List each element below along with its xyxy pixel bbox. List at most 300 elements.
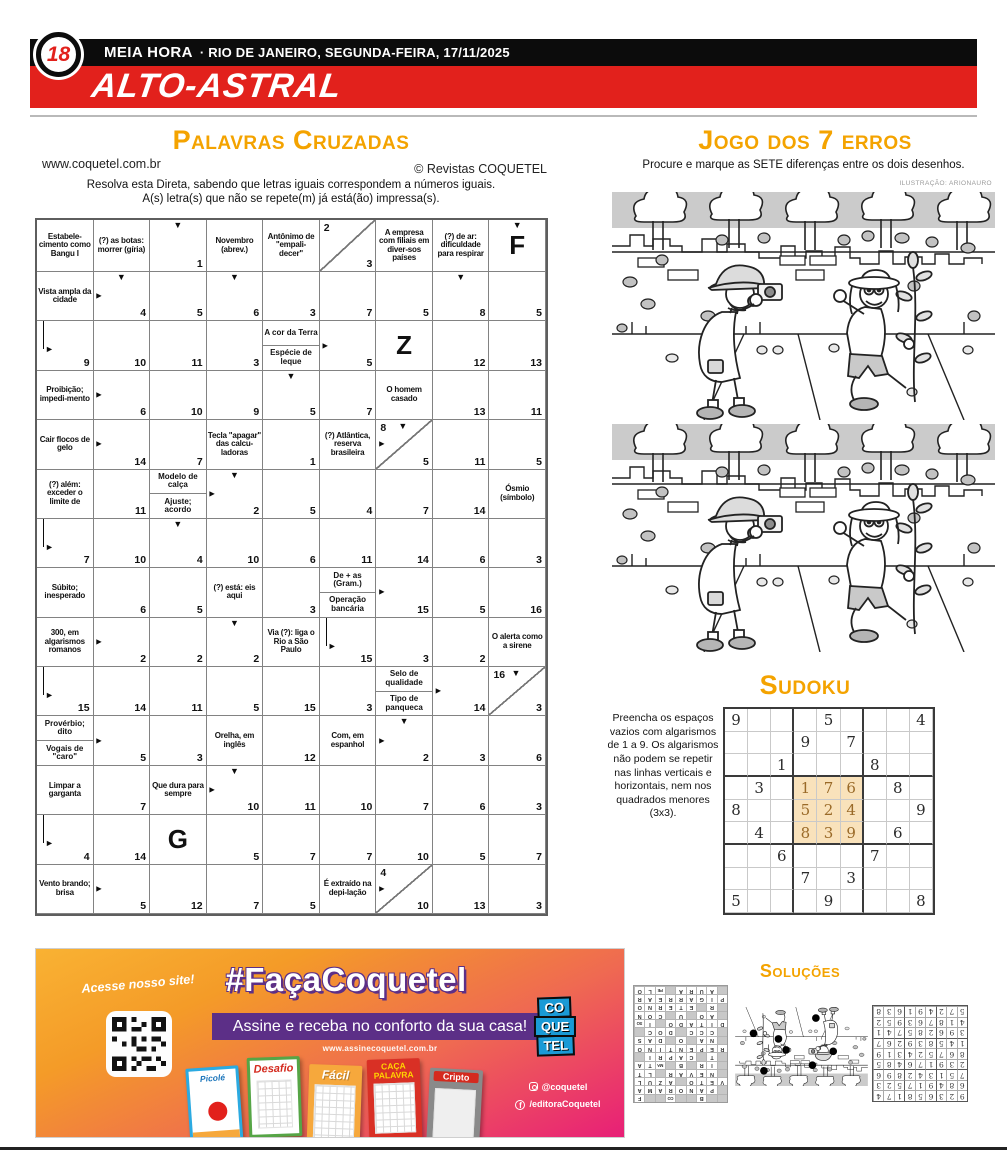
sudoku-solution-cell: 8 (925, 1038, 935, 1049)
crossword-cell: 2 ► ▼ (207, 470, 264, 519)
crossword-cell: 1 ▼ (150, 220, 207, 272)
ad-social-handles (498, 1079, 618, 1113)
crossword-solution-cell: N (644, 1044, 654, 1052)
sudoku-cell (725, 845, 748, 868)
sudoku-cell: 5 (817, 709, 840, 732)
crossword-solution-cell: C (686, 1052, 696, 1060)
bottom-rule (0, 1147, 1007, 1150)
sudoku-cell (864, 777, 887, 800)
sudoku-cell: 2 (817, 800, 840, 823)
crossword-cell: 1 (263, 420, 320, 469)
crossword-cell: 4 ▼ (150, 519, 207, 568)
crossword-cell: Orelha, em inglês (207, 716, 264, 765)
crossword-cell: Vento brando; brisa (37, 865, 94, 914)
crossword-cell: 5 ▼ (263, 371, 320, 420)
crossword-instructions-line2: A(s) letra(s) que não se repete(m) já está(ão) impressa(s). (142, 192, 440, 205)
page-number-badge (36, 32, 81, 77)
sudoku-cell (725, 732, 748, 755)
crossword-cell: O alerta como a sirene (489, 618, 546, 667)
sudoku-cell (771, 890, 794, 913)
sudoku-cell: 6 (841, 777, 864, 800)
crossword-cell: Ósmio (símbolo) (489, 470, 546, 519)
crossword-cell: 11 (433, 420, 490, 469)
qr-code-icon (112, 1017, 166, 1071)
crossword-solution-cell (665, 1036, 675, 1044)
crossword-solution-cell: A (634, 1061, 644, 1069)
sudoku-solution-cell: 2 (894, 1038, 904, 1049)
sudoku-solution-cell: 8 (936, 1017, 946, 1028)
crossword-cell: (?) Atlântica, reserva brasileira (320, 420, 377, 469)
crossword-solution-cell: T (675, 1003, 685, 1011)
crossword-copyright: © Revistas COQUETEL (414, 162, 547, 176)
crossword-cell: 12 (263, 716, 320, 765)
crossword-solution-cell: B (675, 1061, 685, 1069)
elbow-arrow-icon (43, 321, 55, 349)
sudoku-cell (841, 754, 864, 777)
sudoku-cell (725, 754, 748, 777)
crossword-cell: 4 ▼ ► (94, 272, 151, 321)
sudoku-solution-cell: 9 (936, 1059, 946, 1070)
sudoku-cell: 9 (794, 732, 817, 755)
sudoku-cell (910, 822, 933, 845)
sudoku-solution-cell: 1 (883, 1048, 893, 1059)
sudoku-solution-cell: 3 (873, 1080, 883, 1091)
sudoku-solution-cell: 5 (946, 1069, 956, 1080)
sudoku-cell (725, 777, 748, 800)
sudoku-cell (841, 890, 864, 913)
sudoku-solution-cell: 9 (894, 1017, 904, 1028)
header-divider (30, 115, 977, 117)
sudoku-cell (725, 868, 748, 891)
sudoku-cell (771, 868, 794, 891)
right-arrow-icon: ► (207, 784, 217, 795)
section-title: ALTO-ASTRAL (89, 67, 345, 105)
crossword-solution-cell (706, 1094, 716, 1102)
crossword-solution-cell: C (706, 1027, 716, 1035)
sudoku-solution-cell: 4 (957, 1017, 967, 1028)
crossword-solution-cell: U (696, 986, 706, 994)
crossword-solution-cell (655, 1094, 665, 1102)
crossword-cell: 10 ► ▼ (207, 766, 264, 815)
seven-errors-scene (612, 424, 995, 652)
crossword-solution-cell: E (696, 1069, 706, 1077)
crossword-cell: 14 (94, 667, 151, 716)
sudoku-solution-cell: 7 (904, 1080, 914, 1091)
crossword-solution-cell (665, 1011, 675, 1019)
crossword-cell: 5 (489, 420, 546, 469)
crossword-cell: 16 (489, 568, 546, 617)
crossword-solution-cell: O (686, 1077, 696, 1085)
sudoku-cell: 8 (794, 822, 817, 845)
crossword-solution-cell: A (675, 1052, 685, 1060)
crossword-cell: 5 (376, 272, 433, 321)
crossword-cell: Estabele-cimento como Bangu I (37, 220, 94, 272)
right-arrow-icon: ► (377, 586, 387, 597)
sudoku-cell (771, 777, 794, 800)
sudoku-solution-cell: 7 (873, 1038, 883, 1049)
sudoku-cell: 1 (794, 777, 817, 800)
crossword-cell: 2 (150, 618, 207, 667)
crossword-cell: 8 5 ▼ ► (376, 420, 433, 469)
sudoku-cell: 9 (910, 800, 933, 823)
crossword-solution-cell: T (696, 1019, 706, 1027)
crossword-solution-cell: O (644, 1011, 654, 1019)
crossword-solution-cell: R (665, 994, 675, 1002)
crossword-solution-cell: E (686, 1044, 696, 1052)
crossword-cell: (?) além: exceder o limite de (37, 470, 94, 519)
sudoku-cell: 9 (841, 822, 864, 845)
crossword-cell: Via (?): liga o Rio a São Paulo (263, 618, 320, 667)
sudoku-solution-cell: 5 (904, 1027, 914, 1038)
crossword-solution-cell: O (675, 1085, 685, 1093)
sudoku-solution-cell: 5 (925, 1048, 935, 1059)
crossword-solution-cell: R (675, 994, 685, 1002)
sudoku-cell: 4 (841, 800, 864, 823)
down-arrow-icon: ▼ (286, 370, 296, 381)
elbow-arrow-icon (43, 519, 55, 547)
crossword-cell: 10 (94, 519, 151, 568)
sudoku-solution-cell: 7 (915, 1059, 925, 1070)
crossword-solution-cell (717, 1085, 727, 1093)
right-arrow-icon: ► (94, 290, 104, 301)
sudoku-cell: 4 (910, 709, 933, 732)
right-arrow-icon: ► (94, 636, 104, 647)
sudoku-cell: 6 (771, 845, 794, 868)
crossword-solution-cell: O (655, 1027, 665, 1035)
sudoku-cell: 7 (817, 777, 840, 800)
crossword-cell: 10 (150, 371, 207, 420)
sudoku-solution-cell: 4 (925, 1006, 935, 1017)
crossword-cell: 11 (263, 766, 320, 815)
book-cover-caca-palavra: CAÇA PALAVRA (367, 1058, 423, 1138)
down-arrow-icon: ▼ (229, 272, 239, 282)
sudoku-solution-cell: 3 (915, 1038, 925, 1049)
sudoku-solution-cell: 4 (904, 1048, 914, 1059)
down-arrow-icon: ▼ (512, 220, 522, 230)
sudoku-cell (887, 890, 910, 913)
sudoku-solution-cell: 5 (957, 1006, 967, 1017)
crossword-cell: 15 (263, 667, 320, 716)
down-arrow-icon: ▼ (229, 617, 239, 628)
sudoku-solution-cell: 7 (957, 1069, 967, 1080)
sudoku-solution-cell: 2 (873, 1017, 883, 1028)
crossword-cell: 11 (320, 519, 377, 568)
crossword-solution-cell: E (655, 994, 665, 1002)
crossword-cell: 14 (94, 815, 151, 864)
sudoku-cell (887, 709, 910, 732)
crossword-solution-cell (717, 1061, 727, 1069)
ad-subscribe-bar: Assine e receba no conforto da sua casa! (212, 1013, 548, 1040)
crossword-solution-cell: C (655, 1011, 665, 1019)
crossword-solution-cell: A (675, 1069, 685, 1077)
crossword-cell: Súbito; inesperado (37, 568, 94, 617)
crossword-solution-cell (686, 1036, 696, 1044)
sudoku-solution-cell: 5 (915, 1090, 925, 1101)
sudoku-solution-cell: 8 (946, 1080, 956, 1091)
instagram-icon (529, 1082, 538, 1091)
sudoku-cell: 8 (887, 777, 910, 800)
crossword-cell: 6 ▼ (207, 272, 264, 321)
sudoku-cell (910, 732, 933, 755)
crossword-solution-cell: B (696, 1094, 706, 1102)
crossword-cell: 5 ► (320, 321, 377, 370)
crossword-cell: 4 10 ► (376, 865, 433, 914)
sudoku-cell: 1 (771, 754, 794, 777)
crossword-cell: Z (376, 321, 433, 370)
crossword-cell: 3 (263, 568, 320, 617)
crossword-cell: 14 (376, 519, 433, 568)
sudoku-solution-cell: 6 (915, 1017, 925, 1028)
crossword-solution-cell: D (655, 1036, 665, 1044)
crossword-cell: 5 (207, 815, 264, 864)
sudoku-cell: 8 (725, 800, 748, 823)
crossword-solution-cell: U (644, 1077, 654, 1085)
crossword-cell: 10 (376, 815, 433, 864)
crossword-cell: 7 (263, 815, 320, 864)
crossword-cell: 5 ► (94, 865, 151, 914)
down-arrow-icon: ▼ (229, 469, 239, 480)
crossword-cell: 6 (94, 568, 151, 617)
crossword-solution-cell: V (686, 1069, 696, 1077)
sudoku-cell (771, 800, 794, 823)
crossword-solution-cell: E (706, 1077, 716, 1085)
sudoku-title: Sudoku (759, 670, 851, 700)
crossword-solution-cell: D (675, 1019, 685, 1027)
sudoku-solution-cell: 8 (883, 1059, 893, 1070)
crossword-solution-cell: E (686, 1003, 696, 1011)
sudoku-solution-cell: 2 (946, 1090, 956, 1101)
sudoku-cell (910, 777, 933, 800)
sudoku-cell (887, 800, 910, 823)
crossword-solution-cell: C (686, 1027, 696, 1035)
crossword-solution-cell (686, 1011, 696, 1019)
sudoku-solution-cell: 8 (904, 1090, 914, 1101)
sudoku-solution-cell: 6 (946, 1048, 956, 1059)
sudoku-solution-cell: 9 (915, 1006, 925, 1017)
crossword-cell: Tecla "apagar" das calcu-ladoras (207, 420, 264, 469)
crossword-cell: 12 (150, 865, 207, 914)
sudoku-solution-cell: 4 (894, 1059, 904, 1070)
crossword-solution-cell: A (675, 986, 685, 994)
crossword-cell: F ▼ (489, 220, 546, 272)
crossword-cell: 6 (433, 766, 490, 815)
book-cover-picole: Picolé (185, 1065, 243, 1138)
crossword-solution-cell: I (644, 1052, 654, 1060)
right-arrow-icon: ► (377, 438, 387, 449)
sudoku-solution-cell: 6 (936, 1027, 946, 1038)
sudoku-solution-cell: 1 (894, 1090, 904, 1101)
crossword-cell: De + as (Gram.) Operação bancária (320, 568, 377, 617)
crossword-solution-cell: U (675, 1011, 685, 1019)
crossword-cell: G (150, 815, 207, 864)
crossword-instructions (25, 179, 557, 206)
crossword-cell: 14 ► (94, 420, 151, 469)
sudoku-solution-cell: 1 (946, 1017, 956, 1028)
down-arrow-icon: ▼ (173, 220, 183, 230)
crossword-solution-cell (665, 1061, 675, 1069)
crossword-solution-cell: T (634, 1069, 644, 1077)
sudoku-solution-cell: 2 (915, 1048, 925, 1059)
sudoku-solution-cell: 2 (904, 1069, 914, 1080)
sudoku-cell (864, 890, 887, 913)
sudoku-cell (910, 754, 933, 777)
sudoku-solution-cell: 3 (936, 1090, 946, 1101)
crossword-cell: 6 (433, 519, 490, 568)
crossword-cell: 3 (489, 766, 546, 815)
crossword-solution-cell: A (686, 994, 696, 1002)
book-cover-desafio: Desafio (247, 1056, 303, 1138)
crossword-grid (35, 218, 548, 916)
crossword-cell: 2 (433, 618, 490, 667)
sudoku-cell (817, 868, 840, 891)
sudoku-cell (725, 822, 748, 845)
crossword-cell: 3 (263, 272, 320, 321)
crossword-cell: 3 (150, 716, 207, 765)
sudoku-cell (748, 800, 771, 823)
seven-errors-subtitle: Procure e marque as SETE diferenças entre os dois desenhos. (642, 159, 965, 171)
sudoku-solution-cell: 5 (883, 1017, 893, 1028)
sudoku-solution-cell: 2 (936, 1006, 946, 1017)
crossword-solution-cell: R (706, 1003, 716, 1011)
sudoku-cell: 9 (817, 890, 840, 913)
crossword-solution-cell: A (665, 1077, 675, 1085)
crossword-solution-cell: A (696, 1085, 706, 1093)
crossword-cell: 5 (263, 470, 320, 519)
ad-hashtag: #FaçaCoquetel (225, 961, 467, 998)
crossword-solution-cell (696, 1052, 706, 1060)
sudoku-cell (887, 732, 910, 755)
crossword-cell: Com, em espanhol (320, 716, 377, 765)
sudoku-solution-cell: 6 (873, 1069, 883, 1080)
down-arrow-icon: ▼ (399, 716, 409, 727)
crossword-solution-cell: N (634, 1011, 644, 1019)
crossword-solution-cell: CO (665, 1094, 675, 1102)
sudoku-cell: 9 (725, 709, 748, 732)
crossword-cell: 13 (489, 321, 546, 370)
crossword-solution-cell: D (717, 1019, 727, 1027)
crossword-solution-cell (634, 1027, 644, 1035)
crossword-solution-cell: P (717, 994, 727, 1002)
crossword-cell: 11 (150, 667, 207, 716)
crossword-cell: 14 (433, 470, 490, 519)
crossword-solution-cell: A (644, 1036, 654, 1044)
sudoku-cell: 7 (794, 868, 817, 891)
crossword-solution-cell: O (696, 1011, 706, 1019)
crossword-cell: 6 ► (94, 371, 151, 420)
crossword-solution-cell (717, 1027, 727, 1035)
crossword-solution-cell: R (665, 1069, 675, 1077)
crossword-solution-cell: P (696, 1044, 706, 1052)
sudoku-cell: 8 (864, 754, 887, 777)
sudoku-solution-cell: 3 (925, 1069, 935, 1080)
elbow-arrow-icon (43, 815, 55, 843)
sudoku-solution-cell: 6 (957, 1080, 967, 1091)
sudoku-cell (771, 822, 794, 845)
right-arrow-icon: ► (433, 685, 443, 696)
sudoku-cell: 3 (841, 868, 864, 891)
crossword-cell: 4 ► (37, 815, 94, 864)
crossword-solution-cell: L (644, 986, 654, 994)
crossword-solution-cell: Z (655, 1077, 665, 1085)
elbow-arrow-icon (326, 618, 338, 646)
down-arrow-icon: ▼ (116, 272, 126, 282)
sudoku-cell (748, 709, 771, 732)
crossword-cell: 6 (263, 519, 320, 568)
illustration-credit: ILUSTRAÇÃO: ARIONAURO (899, 180, 992, 187)
sudoku-cell (794, 709, 817, 732)
crossword-cell: É extraído na depi-lação (320, 865, 377, 914)
right-arrow-icon: ► (320, 340, 330, 351)
crossword-cell: 11 (94, 470, 151, 519)
crossword-cell: 12 (433, 321, 490, 370)
crossword-cell: Provérbio; dito Vogais de "caro" (37, 716, 94, 765)
crossword-solution-cell (696, 1003, 706, 1011)
coquetel-logo: CO QUE TEL (533, 998, 577, 1056)
facebook-icon (515, 1100, 525, 1110)
crossword-cell: 15 ► (320, 618, 377, 667)
crossword-cell: 7 (320, 272, 377, 321)
crossword-cell: 7 (207, 865, 264, 914)
crossword-cell: 5 (433, 815, 490, 864)
crossword-solution-cell (675, 1027, 685, 1035)
sudoku-cell (748, 868, 771, 891)
crossword-cell: 5 (433, 568, 490, 617)
right-arrow-icon: ► (94, 735, 104, 746)
crossword-solution-cell (665, 986, 675, 994)
crossword-solution-cell: O (675, 1036, 685, 1044)
sudoku-cell (864, 732, 887, 755)
crossword-cell: 10 (94, 321, 151, 370)
crossword-solution-cell (634, 1052, 644, 1060)
right-arrow-icon: ► (377, 883, 387, 894)
crossword-solution-cell: C (644, 1027, 654, 1035)
crossword-cell: (?) de ar: dificuldade para respirar (433, 220, 490, 272)
crossword-cell: 6 (489, 716, 546, 765)
sudoku-cell (794, 890, 817, 913)
down-arrow-icon: ▼ (456, 272, 466, 282)
crossword-cell: 7 (150, 420, 207, 469)
sudoku-solution-cell: 8 (873, 1006, 883, 1017)
crossword-solution-cell (717, 1069, 727, 1077)
sudoku-solution-cell: 1 (915, 1080, 925, 1091)
sudoku-solution-cell: 1 (873, 1027, 883, 1038)
crossword-solution-cell: R (696, 1061, 706, 1069)
crossword-solution-cell: T (665, 1044, 675, 1052)
crossword-cell: Modelo de calça Ajuste; acordo (150, 470, 207, 519)
crossword-cell: 14 ► (433, 667, 490, 716)
crossword-solution-cell: R (665, 1085, 675, 1093)
sudoku-cell: 4 (748, 822, 771, 845)
right-arrow-icon: ► (94, 438, 104, 449)
sudoku-cell (841, 845, 864, 868)
crossword-solution-cell: A (634, 1085, 644, 1093)
crossword-cell: 5 (489, 272, 546, 321)
crossword-solution-cell: L (644, 1069, 654, 1077)
down-arrow-icon: ▼ (173, 518, 183, 529)
crossword-cell: 7 ► (37, 519, 94, 568)
sudoku-cell (748, 890, 771, 913)
crossword-cell: 4 (320, 470, 377, 519)
crossword-cell: Antônimo de "empali-decer" (263, 220, 320, 272)
sudoku-cell (864, 709, 887, 732)
crossword-solution-cell: I (644, 1019, 654, 1027)
sudoku-cell: 7 (864, 845, 887, 868)
crossword-solution-cell: N (675, 1044, 685, 1052)
sudoku-solution-cell: 8 (894, 1069, 904, 1080)
sudoku-solution-cell: 8 (915, 1027, 925, 1038)
sudoku-solution-cell: 4 (883, 1027, 893, 1038)
crossword-cell: 15 ► (37, 667, 94, 716)
